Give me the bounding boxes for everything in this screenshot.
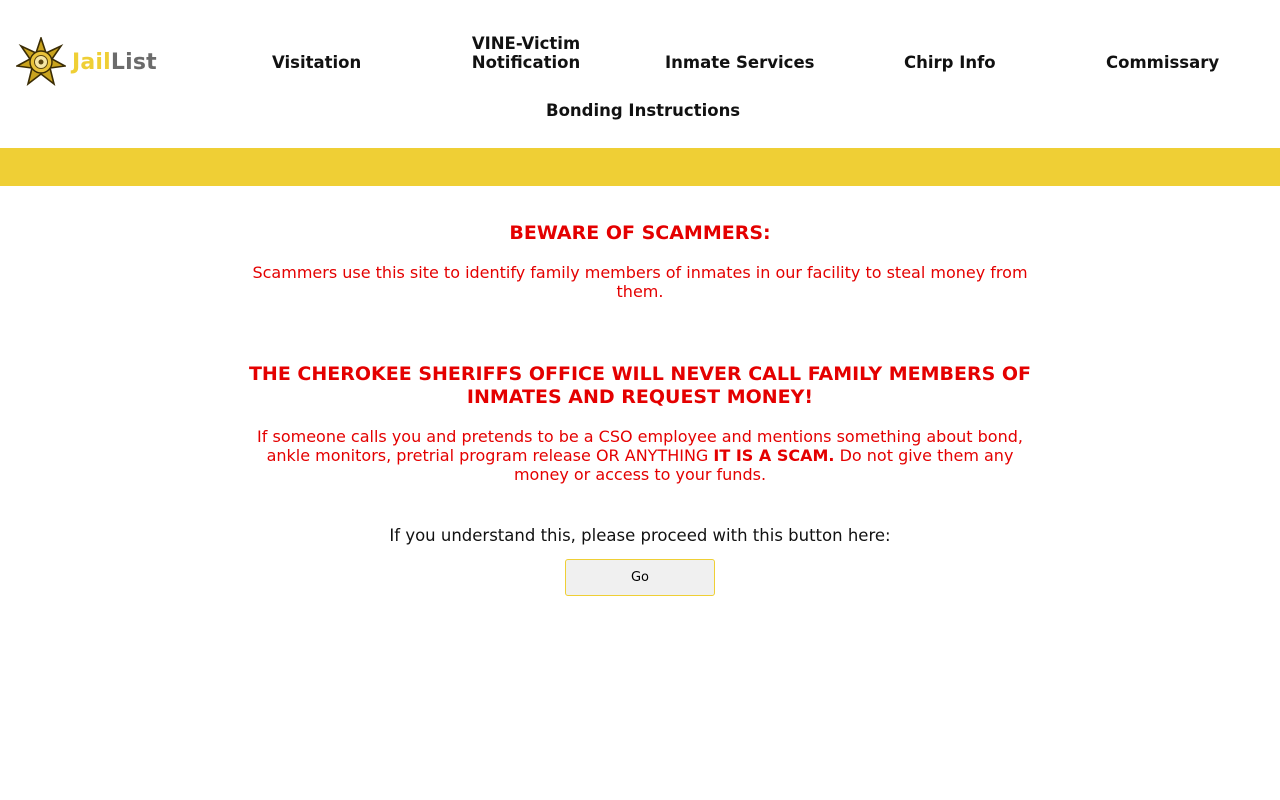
scam-explanation-part2: Do not give them any money or access to your funds. — [513, 446, 1014, 484]
nav-chirp-info[interactable]: Chirp Info — [904, 53, 996, 72]
nav-vine-line1: VINE-Victim — [471, 34, 581, 53]
sheriff-star-badge-icon — [16, 37, 66, 87]
jaillist-logo-link[interactable] — [16, 37, 157, 87]
nav-bonding-instructions[interactable]: Bonding Instructions — [546, 101, 741, 120]
scam-warning-section — [240, 222, 1040, 596]
header-divider-bar — [0, 148, 1280, 186]
nav-visitation[interactable]: Visitation — [272, 53, 362, 72]
brand-name — [72, 50, 157, 75]
scam-explanation-part1: If someone calls you and pretends to be a CSO employee and mentions something about bond, ankle monitors, pretrial program release OR ANYTHING — [257, 427, 1023, 465]
brand-name-list: List — [110, 49, 157, 75]
scam-warning-heading: BEWARE OF SCAMMERS: — [509, 222, 771, 244]
nav-inmate-services[interactable]: Inmate Services — [665, 53, 815, 72]
site-header — [0, 0, 1280, 148]
scam-warning-text: Scammers use this site to identify family members of inmates in our facility to steal money from them. — [252, 263, 1028, 301]
scam-emphasis: IT IS A SCAM. — [713, 446, 835, 465]
brand-name-jail: Jail — [72, 49, 111, 75]
proceed-instruction: If you understand this, please proceed with this button here: — [389, 526, 891, 545]
nav-vine-line2: Notification — [471, 53, 581, 72]
scam-explanation-text — [240, 427, 1040, 484]
go-button-wrapper — [240, 559, 1040, 596]
sheriff-never-call-heading: THE CHEROKEE SHERIFFS OFFICE WILL NEVER CALL FAMILY MEMBERS OF INMATES AND REQUEST MONEY! — [248, 363, 1032, 408]
nav-commissary[interactable]: Commissary — [1106, 53, 1220, 72]
go-button[interactable]: Go — [565, 559, 715, 596]
nav-vine-victim-notification[interactable] — [470, 34, 582, 72]
